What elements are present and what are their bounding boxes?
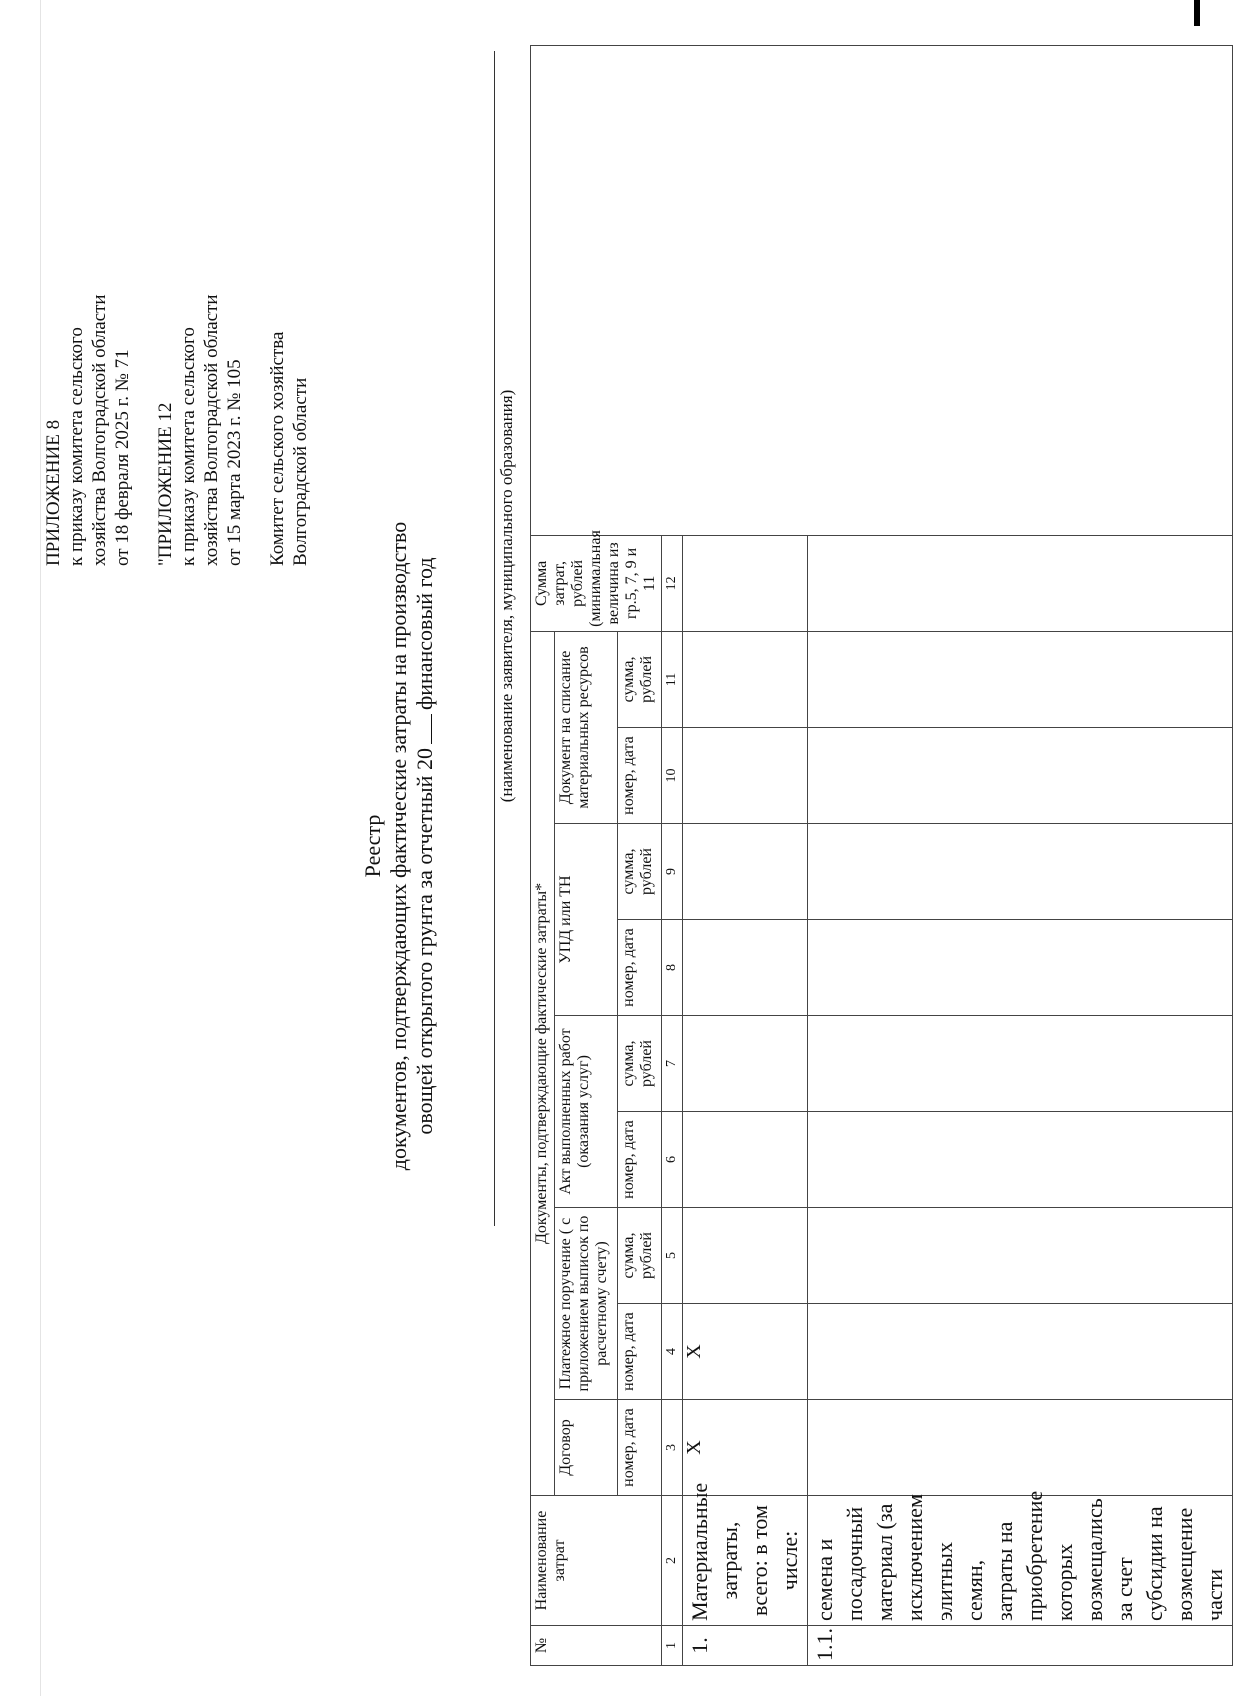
row-cell bbox=[808, 631, 1233, 727]
subheader-number-date: номер, дата bbox=[618, 728, 662, 824]
row-cell bbox=[683, 1112, 808, 1208]
row-cell bbox=[683, 728, 808, 824]
header-block bbox=[42, 26, 312, 566]
header-total: Сумма затрат, рублей (минимальная величина из гр.5, 7, 9 и 11 bbox=[531, 535, 662, 631]
header-upd: УПД или ТН bbox=[555, 824, 618, 1016]
column-number: 3 bbox=[662, 1400, 683, 1496]
header-number: № bbox=[531, 1626, 662, 1666]
authority-line: Комитет сельского хозяйства bbox=[267, 331, 288, 566]
subheader-amount: сумма, рублей bbox=[618, 1016, 662, 1112]
column-number: 5 bbox=[662, 1208, 683, 1304]
column-number: 11 bbox=[662, 631, 683, 727]
title-line: документов, подтверждающих фактические затраты на производство bbox=[386, 521, 411, 1171]
row-cell bbox=[808, 1304, 1233, 1400]
applicant-line bbox=[494, 51, 495, 1226]
subheader-amount: сумма, рублей bbox=[618, 824, 662, 920]
column-number: 7 bbox=[662, 1016, 683, 1112]
subheader-number-date: номер, дата bbox=[618, 1400, 662, 1496]
column-number: 6 bbox=[662, 1112, 683, 1208]
header-contract: Договор bbox=[555, 1400, 618, 1496]
row-cell bbox=[683, 535, 808, 631]
row-payment-cell: Х bbox=[683, 1304, 808, 1400]
document-title bbox=[360, 376, 438, 1316]
column-number: 4 bbox=[662, 1304, 683, 1400]
row-cell bbox=[808, 1112, 1233, 1208]
title-line-period bbox=[412, 376, 438, 1316]
appendix-line: к приказу комитета сельского bbox=[66, 327, 87, 566]
appendix-line: ПРИЛОЖЕНИЕ 8 bbox=[43, 419, 64, 566]
row-cell bbox=[683, 1208, 808, 1304]
subheader-number-date: номер, дата bbox=[618, 1112, 662, 1208]
applicant-caption: (наименование заявителя, муниципального образования) bbox=[497, 389, 516, 803]
year-blank bbox=[413, 714, 432, 744]
subheader-number-date: номер, дата bbox=[618, 920, 662, 1016]
registry-table bbox=[530, 45, 1233, 1666]
column-number: 8 bbox=[662, 920, 683, 1016]
header-act: Акт выполненных работ (оказания услуг) bbox=[555, 1016, 618, 1208]
row-cell bbox=[808, 1400, 1233, 1496]
previous-appendix-line: к приказу комитета сельского bbox=[178, 327, 199, 566]
row-cost-name: семена и посадочный материал (за исключением элитных семян, затраты на приобретение которых возмещались за счет субсидии на возмещение части bbox=[808, 1496, 1233, 1626]
column-number: 12 bbox=[662, 535, 683, 631]
subheader-amount: сумма, рублей bbox=[618, 1208, 662, 1304]
row-contract-cell: Х bbox=[683, 1400, 808, 1496]
column-number: 10 bbox=[662, 728, 683, 824]
authority-line: Волгоградской области bbox=[290, 377, 311, 566]
blank-area bbox=[531, 45, 1233, 535]
title-period-suffix: финансовый год bbox=[412, 557, 437, 711]
row-cell bbox=[683, 631, 808, 727]
column-number: 1 bbox=[662, 1626, 683, 1666]
appendix-line: от 18 февраля 2025 г. № 71 bbox=[112, 349, 133, 566]
row-cell bbox=[683, 824, 808, 920]
row-cell bbox=[808, 728, 1233, 824]
header-payment-order: Платежное поручение ( с приложением выписок по расчетному счету) bbox=[555, 1208, 618, 1400]
row-cell bbox=[808, 1016, 1233, 1112]
column-number: 2 bbox=[662, 1496, 683, 1626]
previous-appendix-line: "ПРИЛОЖЕНИЕ 12 bbox=[155, 402, 176, 566]
header-documents-group: Документы, подтверждающие фактические затраты* bbox=[531, 631, 555, 1495]
title-period-prefix: овощей открытого грунта за отчетный 20 bbox=[412, 748, 437, 1135]
row-cell bbox=[683, 1016, 808, 1112]
header-cost-name: Наименование затрат bbox=[531, 1496, 662, 1626]
column-number: 9 bbox=[662, 824, 683, 920]
row-cell bbox=[808, 1208, 1233, 1304]
row-cell bbox=[808, 535, 1233, 631]
row-cell bbox=[683, 920, 808, 1016]
subheader-amount: сумма, рублей bbox=[618, 631, 662, 727]
row-cell bbox=[808, 920, 1233, 1016]
row-cost-name: Материальные затраты, всего: в том числе: bbox=[683, 1496, 808, 1626]
previous-appendix-line: от 15 марта 2023 г. № 105 bbox=[224, 359, 245, 566]
title-word: Реестр bbox=[360, 814, 385, 878]
appendix-line: хозяйства Волгоградской области bbox=[89, 294, 110, 566]
row-number: 1. bbox=[683, 1626, 808, 1666]
previous-appendix-line: хозяйства Волгоградской области bbox=[201, 294, 222, 566]
row-cell bbox=[808, 824, 1233, 920]
subheader-number-date: номер, дата bbox=[618, 1304, 662, 1400]
header-write-off: Документ на списание материальных ресурсов bbox=[555, 631, 618, 823]
row-number: 1.1. bbox=[808, 1626, 1233, 1666]
